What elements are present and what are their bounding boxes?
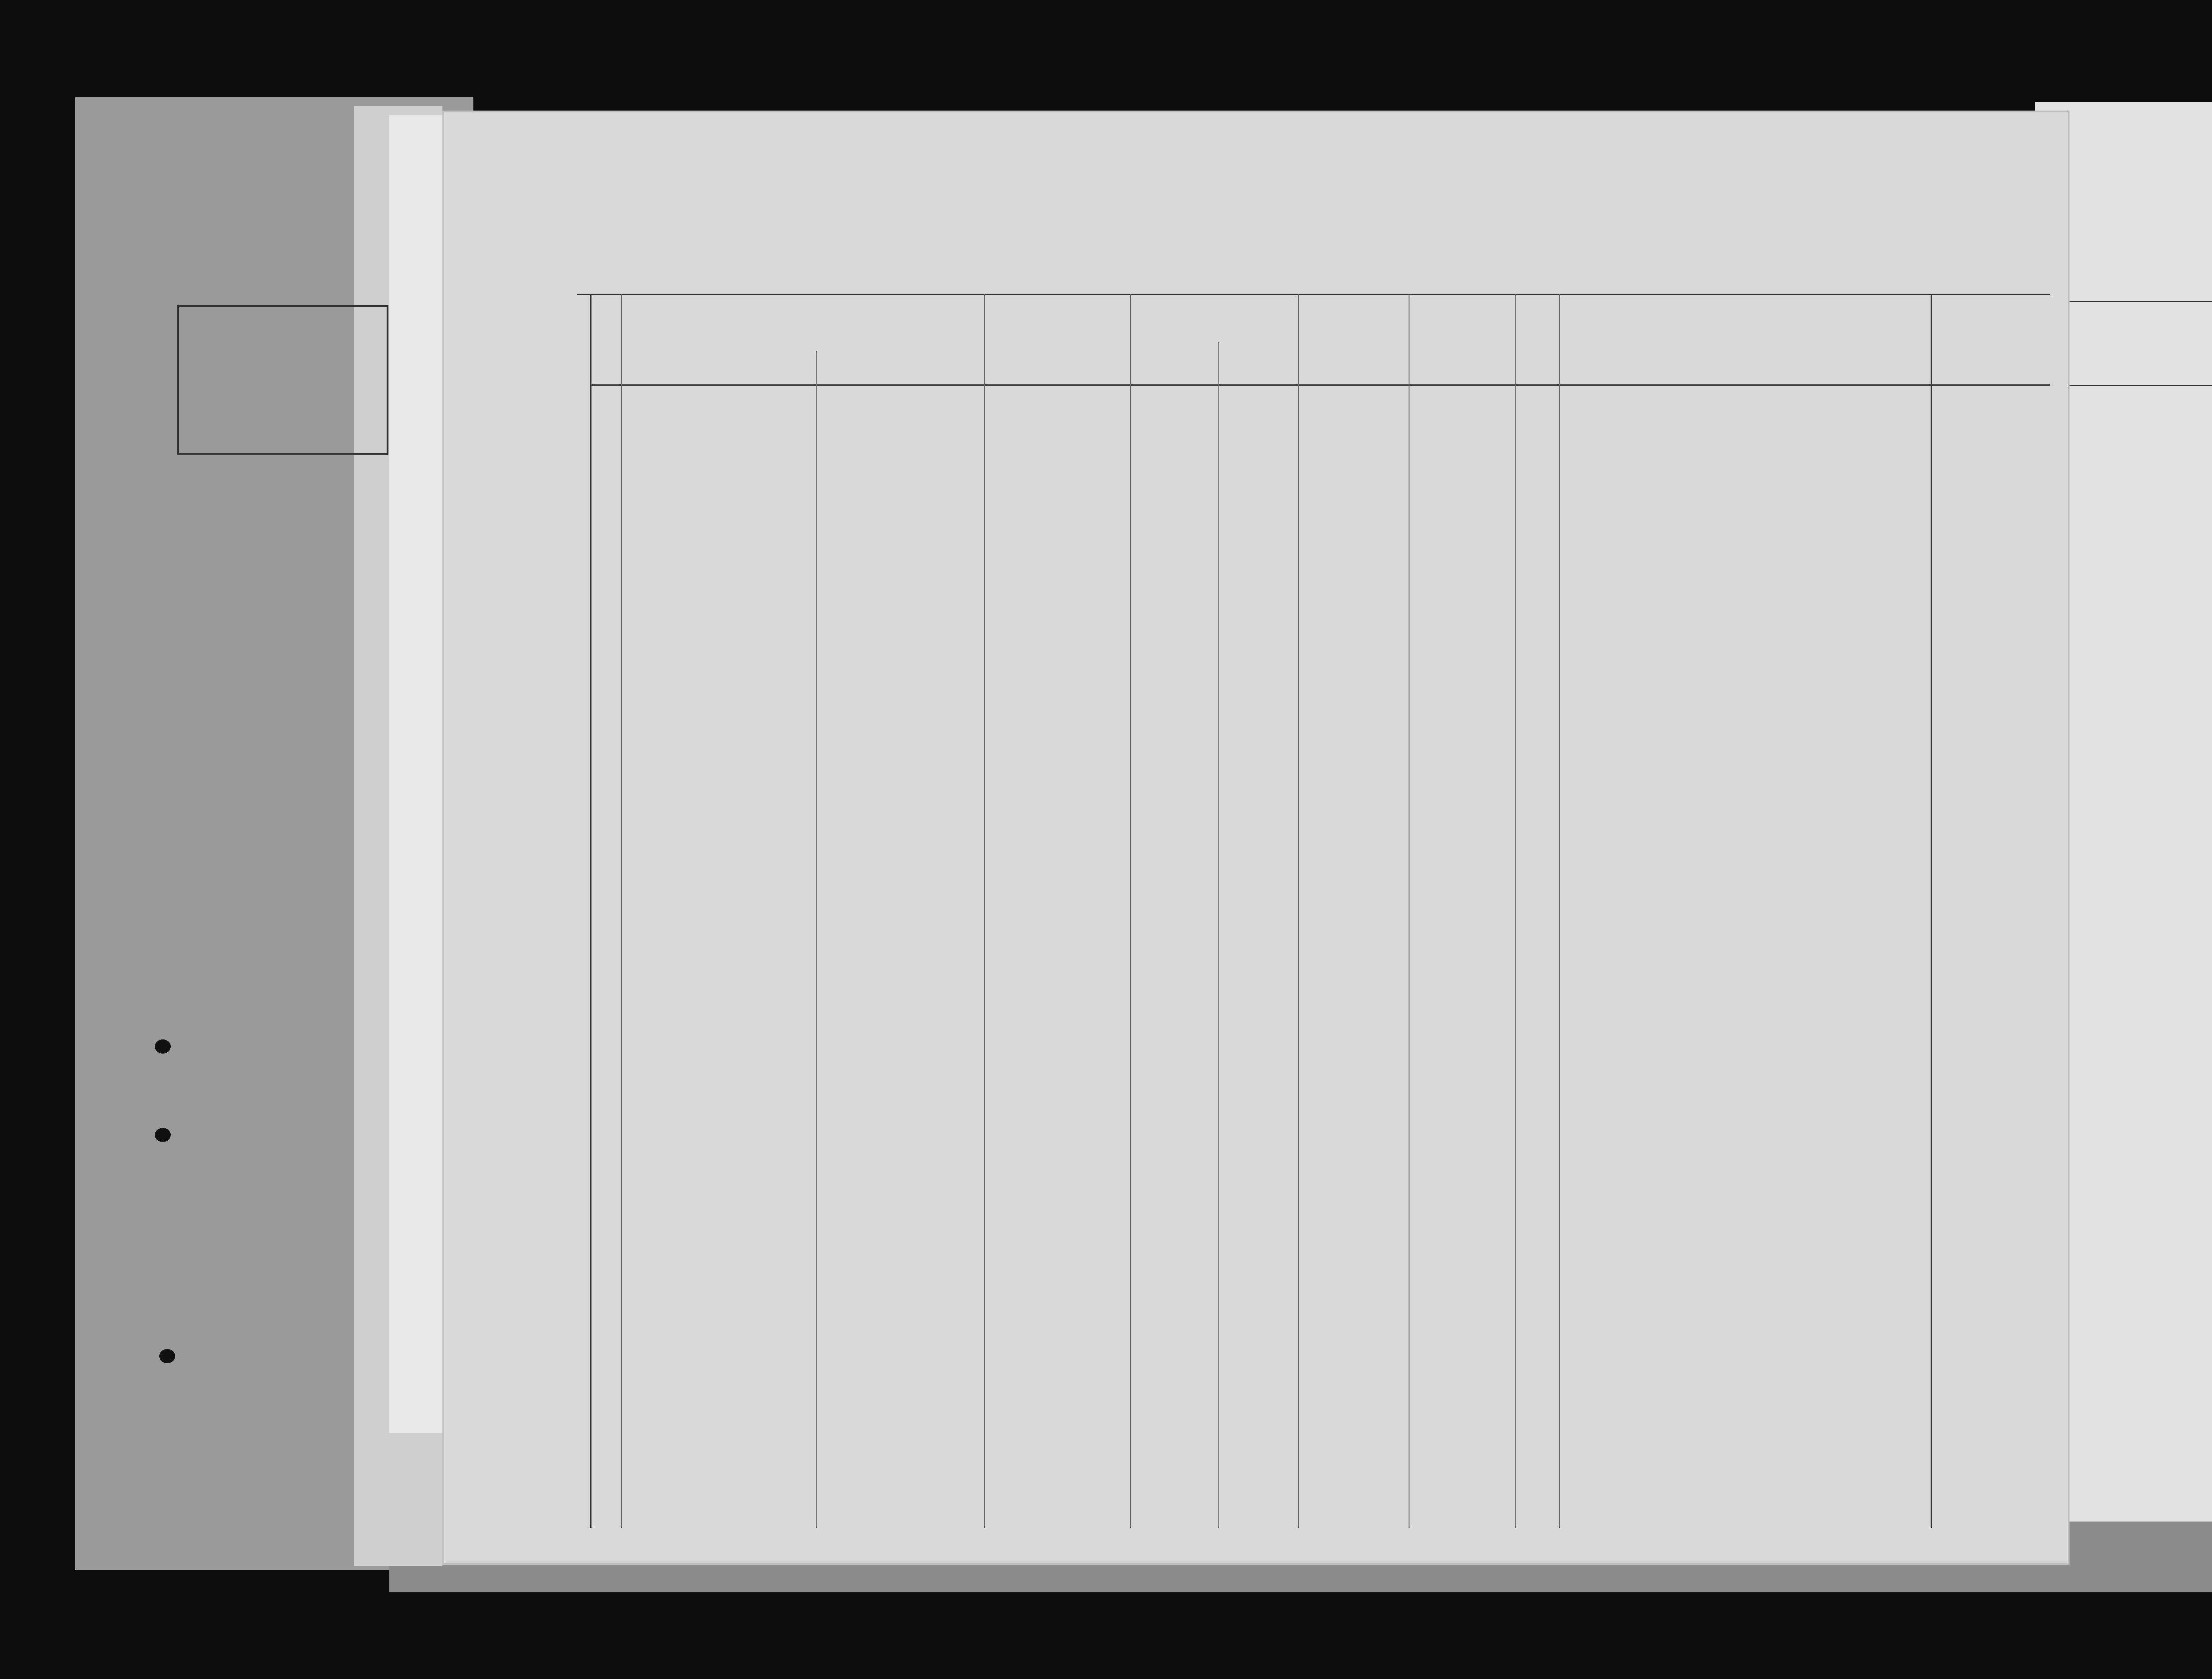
card-count-box — [177, 305, 388, 455]
crew-manifest-form — [442, 111, 2070, 1565]
